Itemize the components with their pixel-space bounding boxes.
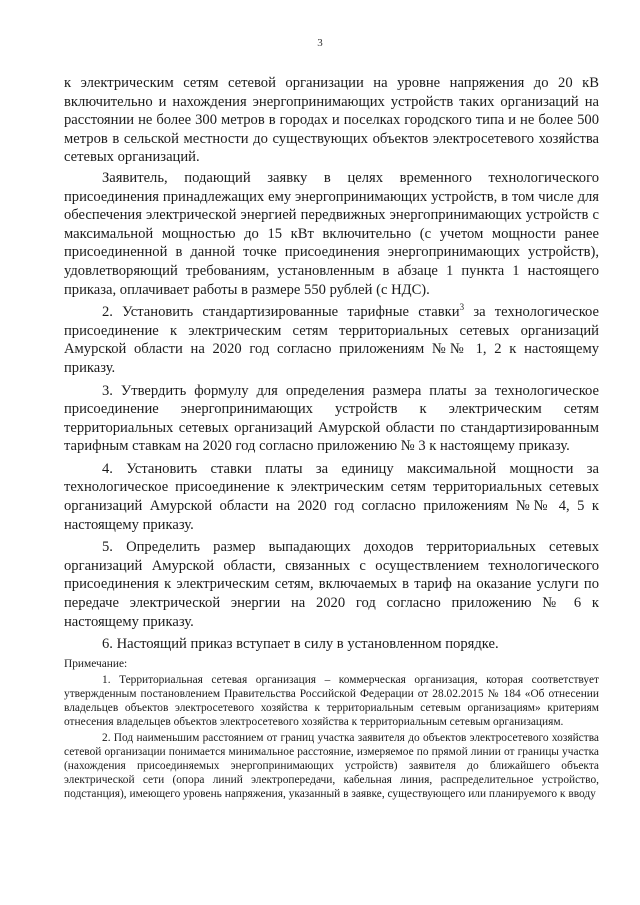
paragraph-temporary-connection: Заявитель, подающий заявку в целях временного технологического присоединения принадлежащих ему энергопринимающих устройств, в том числе для обеспечения электрической энергией передвижных энергопринимающих устройств с максимальной мощностью до 15 кВт включительно (с учетом мощности ранее присоединенной в данной точке присоединения энергопринимающих устройств), удовлетворяющий требованиям, установленным в абзаце 1 пункта 1 настоящего приказа, оплачивает работы в размере 550 рублей (с НДС). — [64, 169, 599, 298]
paragraph-continuation: к электрическим сетям сетевой организации на уровне напряжения до 20 кВ включительно и нахождения энергопринимающих устройств таких организаций на расстоянии не более 300 метров в городах и поселках городского типа и не более 500 метров в сельской местности до существующих объектов электросетевого хозяйства сетевых организаций. — [64, 75, 599, 166]
note-item-1: 1. Территориальная сетевая организация – коммерческая организация, которая соответствует утвержденным постановлением Правительства Российской Федерации от 28.02.2015 № 184 «Об отнесении владельцев объектов электросетевого хозяйства к территориальным сетевым организациям» критериям отнесения владельцев объектов электросетевого хозяйства к территориальным сетевым организациям. — [64, 674, 599, 728]
paragraph-item-2 — [64, 303, 599, 377]
notes-section — [64, 657, 599, 801]
paragraph-item-5: 5. Определить размер выпадающих доходов территориальных сетевых организаций Амурской области, связанных с осуществлением технологического присоединения к электрическим сетям, включаемых в тариф на оказание услуги по передаче электрической энергии на 2020 год согласно приложению № 6 к настоящему приказу. — [64, 539, 599, 630]
page-number: 3 — [317, 37, 323, 49]
note-item-2: 2. Под наименьшим расстоянием от границ участка заявителя до объектов электросетевого хозяйства сетевой организации понимается минимальное расстояние, измеряемое по прямой линии от границы участка (нахождения присоединяемых энергопринимающих устройств) заявителя до ближайшего объекта электрической сети (опора линий электропередачи, кабельная линия, распределительное устройство, подстанция), имеющего уровень напряжения, указанный в заявке, существующего или планируемого к вводу — [64, 732, 599, 800]
paragraph-item-4: 4. Установить ставки платы за единицу максимальной мощности за технологическое присоединение к электрическим сетям территориальных сетевых организаций Амурской области на 2020 год согласно приложениям №№ 4, 5 к настоящему приказу. — [64, 460, 599, 533]
item-2-text-end: за технологическое присоединение к электрическим сетям территориальных сетевых организаций Амурской области на 2020 год согласно приложениям №№ 1, 2 к настоящему приказу. — [64, 304, 599, 376]
paragraph-item-3: 3. Утвердить формулу для определения размера платы за технологическое присоединение энергопринимающих устройств к электрическим сетям территориальных сетевых организаций Амурской области по стандартизированным тарифным ставкам на 2020 год согласно приложению № 3 к настоящему приказу. — [64, 382, 599, 455]
document-body — [64, 74, 599, 654]
item-2-text-start: 2. Установить стандартизированные тарифные ставки — [102, 304, 460, 321]
paragraph-item-6: 6. Настоящий приказ вступает в силу в установленном порядке. — [102, 636, 499, 653]
footnote-marker: 3 — [459, 302, 465, 313]
notes-heading: Примечание: — [64, 658, 128, 670]
